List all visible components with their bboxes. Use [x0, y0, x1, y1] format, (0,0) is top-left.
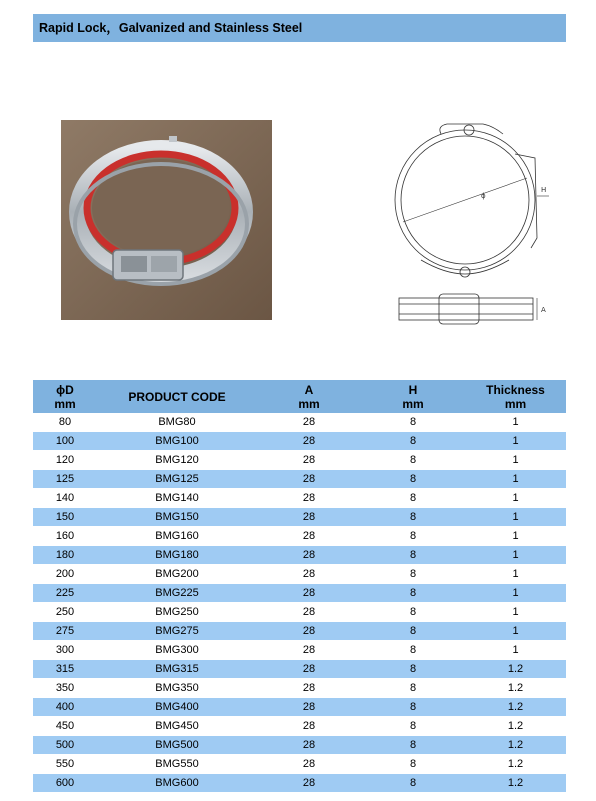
cell-product-code: BMG600 — [97, 774, 257, 793]
table-row — [33, 432, 566, 451]
cell-h: 8 — [361, 660, 465, 679]
cell-h: 8 — [361, 527, 465, 546]
cell-diameter: 500 — [33, 736, 97, 755]
cell-a: 28 — [257, 451, 361, 470]
cell-thickness: 1.2 — [465, 774, 566, 793]
cell-product-code: BMG100 — [97, 432, 257, 451]
cell-thickness: 1.2 — [465, 717, 566, 736]
table-row — [33, 755, 566, 774]
table-row — [33, 489, 566, 508]
cell-diameter: 200 — [33, 565, 97, 584]
cell-thickness: 1 — [465, 546, 566, 565]
cell-diameter: 600 — [33, 774, 97, 793]
cell-diameter: 100 — [33, 432, 97, 451]
cell-thickness: 1.2 — [465, 660, 566, 679]
cell-product-code: BMG140 — [97, 489, 257, 508]
cell-a: 28 — [257, 603, 361, 622]
table-row — [33, 622, 566, 641]
cell-a: 28 — [257, 736, 361, 755]
cell-a: 28 — [257, 622, 361, 641]
cell-product-code: BMG315 — [97, 660, 257, 679]
cell-product-code: BMG400 — [97, 698, 257, 717]
cell-a: 28 — [257, 527, 361, 546]
width-label: A — [541, 306, 546, 314]
cell-product-code: BMG550 — [97, 755, 257, 774]
table-row — [33, 527, 566, 546]
column-header-product-code: PRODUCT CODE — [97, 380, 257, 413]
cell-diameter: 450 — [33, 717, 97, 736]
table-row — [33, 413, 566, 432]
cell-product-code: BMG350 — [97, 679, 257, 698]
table-row — [33, 717, 566, 736]
cell-a: 28 — [257, 774, 361, 793]
cell-h: 8 — [361, 717, 465, 736]
cell-h: 8 — [361, 413, 465, 432]
cell-a: 28 — [257, 698, 361, 717]
cell-a: 28 — [257, 489, 361, 508]
cell-thickness: 1 — [465, 470, 566, 489]
cell-a: 28 — [257, 717, 361, 736]
cell-product-code: BMG80 — [97, 413, 257, 432]
cell-diameter: 275 — [33, 622, 97, 641]
table-row — [33, 451, 566, 470]
cell-product-code: BMG160 — [97, 527, 257, 546]
cell-thickness: 1 — [465, 451, 566, 470]
column-header-a: A mm — [257, 380, 361, 413]
cell-h: 8 — [361, 508, 465, 527]
table-row — [33, 641, 566, 660]
cell-h: 8 — [361, 622, 465, 641]
table-row — [33, 546, 566, 565]
cell-a: 28 — [257, 755, 361, 774]
cell-thickness: 1 — [465, 508, 566, 527]
table-row — [33, 603, 566, 622]
technical-drawing — [385, 118, 555, 328]
cell-diameter: 300 — [33, 641, 97, 660]
cell-diameter: 250 — [33, 603, 97, 622]
table-row — [33, 736, 566, 755]
cell-h: 8 — [361, 432, 465, 451]
cell-h: 8 — [361, 470, 465, 489]
table-row — [33, 470, 566, 489]
cell-a: 28 — [257, 584, 361, 603]
cell-h: 8 — [361, 451, 465, 470]
cell-thickness: 1 — [465, 584, 566, 603]
cell-a: 28 — [257, 413, 361, 432]
table-row — [33, 584, 566, 603]
cell-h: 8 — [361, 641, 465, 660]
cell-product-code: BMG450 — [97, 717, 257, 736]
table-row — [33, 660, 566, 679]
cell-a: 28 — [257, 508, 361, 527]
cell-thickness: 1.2 — [465, 679, 566, 698]
cell-a: 28 — [257, 679, 361, 698]
cell-product-code: BMG120 — [97, 451, 257, 470]
cell-product-code: BMG200 — [97, 565, 257, 584]
column-header-thickness: Thickness mm — [465, 380, 566, 413]
cell-h: 8 — [361, 603, 465, 622]
spec-table — [33, 380, 566, 793]
cell-thickness: 1 — [465, 413, 566, 432]
cell-thickness: 1 — [465, 603, 566, 622]
cell-product-code: BMG225 — [97, 584, 257, 603]
cell-product-code: BMG180 — [97, 546, 257, 565]
cell-product-code: BMG275 — [97, 622, 257, 641]
cell-diameter: 180 — [33, 546, 97, 565]
cell-thickness: 1 — [465, 641, 566, 660]
cell-h: 8 — [361, 755, 465, 774]
cell-product-code: BMG500 — [97, 736, 257, 755]
cell-a: 28 — [257, 660, 361, 679]
cell-a: 28 — [257, 546, 361, 565]
cell-h: 8 — [361, 679, 465, 698]
cell-diameter: 125 — [33, 470, 97, 489]
height-label: H — [541, 186, 547, 194]
cell-diameter: 80 — [33, 413, 97, 432]
cell-h: 8 — [361, 546, 465, 565]
cell-h: 8 — [361, 565, 465, 584]
cell-product-code: BMG300 — [97, 641, 257, 660]
cell-product-code: BMG150 — [97, 508, 257, 527]
column-header-h: H mm — [361, 380, 465, 413]
cell-diameter: 550 — [33, 755, 97, 774]
cell-thickness: 1 — [465, 489, 566, 508]
cell-a: 28 — [257, 432, 361, 451]
table-row — [33, 698, 566, 717]
cell-diameter: 140 — [33, 489, 97, 508]
page-title: Rapid Lock，Galvanized and Stainless Steel — [33, 14, 566, 42]
diameter-label: ϕ — [481, 192, 486, 200]
cell-thickness: 1 — [465, 432, 566, 451]
table-row — [33, 565, 566, 584]
cell-thickness: 1 — [465, 565, 566, 584]
cell-thickness: 1 — [465, 622, 566, 641]
table-header-row — [33, 380, 566, 413]
cell-thickness: 1 — [465, 527, 566, 546]
cell-thickness: 1.2 — [465, 755, 566, 774]
table-row — [33, 774, 566, 793]
cell-a: 28 — [257, 641, 361, 660]
cell-diameter: 225 — [33, 584, 97, 603]
cell-diameter: 160 — [33, 527, 97, 546]
cell-h: 8 — [361, 774, 465, 793]
column-header-diameter: ϕD mm — [33, 380, 97, 413]
product-photo — [61, 120, 272, 320]
cell-a: 28 — [257, 565, 361, 584]
cell-diameter: 120 — [33, 451, 97, 470]
cell-diameter: 150 — [33, 508, 97, 527]
cell-diameter: 315 — [33, 660, 97, 679]
cell-h: 8 — [361, 698, 465, 717]
cell-thickness: 1.2 — [465, 736, 566, 755]
cell-a: 28 — [257, 470, 361, 489]
cell-product-code: BMG250 — [97, 603, 257, 622]
cell-h: 8 — [361, 584, 465, 603]
cell-diameter: 350 — [33, 679, 97, 698]
cell-diameter: 400 — [33, 698, 97, 717]
cell-h: 8 — [361, 736, 465, 755]
cell-thickness: 1.2 — [465, 698, 566, 717]
cell-h: 8 — [361, 489, 465, 508]
table-row — [33, 679, 566, 698]
table-row — [33, 508, 566, 527]
cell-product-code: BMG125 — [97, 470, 257, 489]
